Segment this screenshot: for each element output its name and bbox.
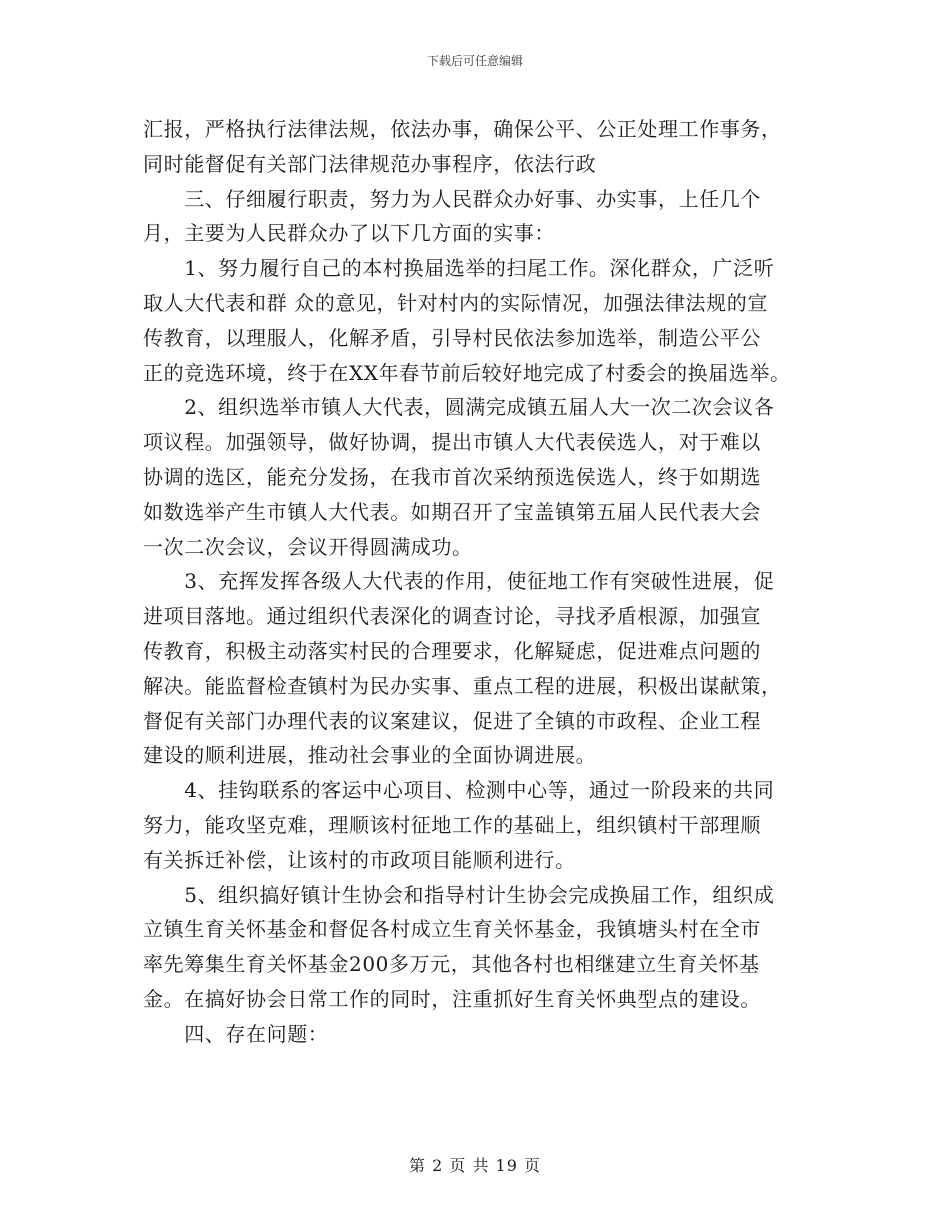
text-line: 1、努力履行自己的本村换届选举的扫尾工作。深化群众，广泛听 [143,256,775,281]
text-line: 4、挂钩联系的客运中心项目、检测中心等，通过一阶段来的共同 [143,778,775,803]
text-line: 三、仔细履行职责，努力为人民群众办好事、办实事，上任几个 [143,186,761,211]
text-line: 如数选举产生市镇人大代表。如期召开了宝盖镇第五届人民代表大会 [143,499,761,524]
text-line: 解决。能监督检查镇村为民办实事、重点工程的进展，积极出谋献策， [143,673,782,698]
text-line: 进项目落地。通过组织代表深化的调查讨论，寻找矛盾根源，加强宣 [143,604,761,629]
text-line: 督促有关部门办理代表的议案建议，促进了全镇的市政程、企业工程 [143,708,761,733]
text-line: 2、组织选举市镇人大代表，圆满完成镇五届人大一次二次会议各 [143,395,775,420]
text-line: 月，主要为人民群众办了以下几方面的实事： [143,221,555,246]
header-note: 下载后可任意编辑 [426,54,523,68]
text-line: 正的竞选环境，终于在XX年春节前后较好地完成了村委会的换届选举。 [143,360,791,385]
text-line: 取人大代表和群 众的意见，针对村内的实际情况，加强法律法规的宣 [143,290,768,315]
text-line: 3、充挥发挥各级人大代表的作用，使征地工作有突破性进展，促 [143,569,775,594]
text-line: 四、存在问题： [143,1021,329,1046]
text-line: 项议程。加强领导，做好协调，提出市镇人大代表侯选人，对于难以 [143,430,761,455]
page-number: 第 2 页 共 19 页 [409,1156,541,1175]
text-line: 努力，能攻坚克难，理顺该村征地工作的基础上，组织镇村干部理顺 [143,812,761,837]
text-line: 同时能督促有关部门法律规范办事程序，依法行政 [143,151,597,176]
text-line: 立镇生育关怀基金和督促各村成立生育关怀基金，我镇塘头村在全市 [143,917,761,942]
text-line: 金。在搞好协会日常工作的同时，注重抓好生育关怀典型点的建设。 [143,986,761,1011]
text-line: 率先筹集生育关怀基金200多万元，其他各村也相继建立生育关怀基 [143,952,760,977]
text-line: 一次二次会议，会议开得圆满成功。 [143,534,473,559]
text-line: 协调的选区，能充分发扬，在我市首次采纳预选侯选人，终于如期选 [143,464,761,489]
body-text [143,112,813,1052]
text-line: 传教育，以理服人，化解矛盾，引导村民依法参加选举，制造公平公 [143,325,761,350]
text-line: 汇报，严格执行法律法规，依法办事，确保公平、公正处理工作事务， [143,117,782,141]
text-line: 传教育，积极主动落实村民的合理要求，化解疑虑，促进难点问题的 [143,638,761,663]
text-line: 有关拆迁补偿，让该村的市政项目能顺利进行。 [143,847,576,872]
text-line: 5、组织搞好镇计生协会和指导村计生协会完成换届工作，组织成 [143,882,775,907]
text-line: 建设的顺利进展，推动社会事业的全面协调进展。 [143,743,597,768]
